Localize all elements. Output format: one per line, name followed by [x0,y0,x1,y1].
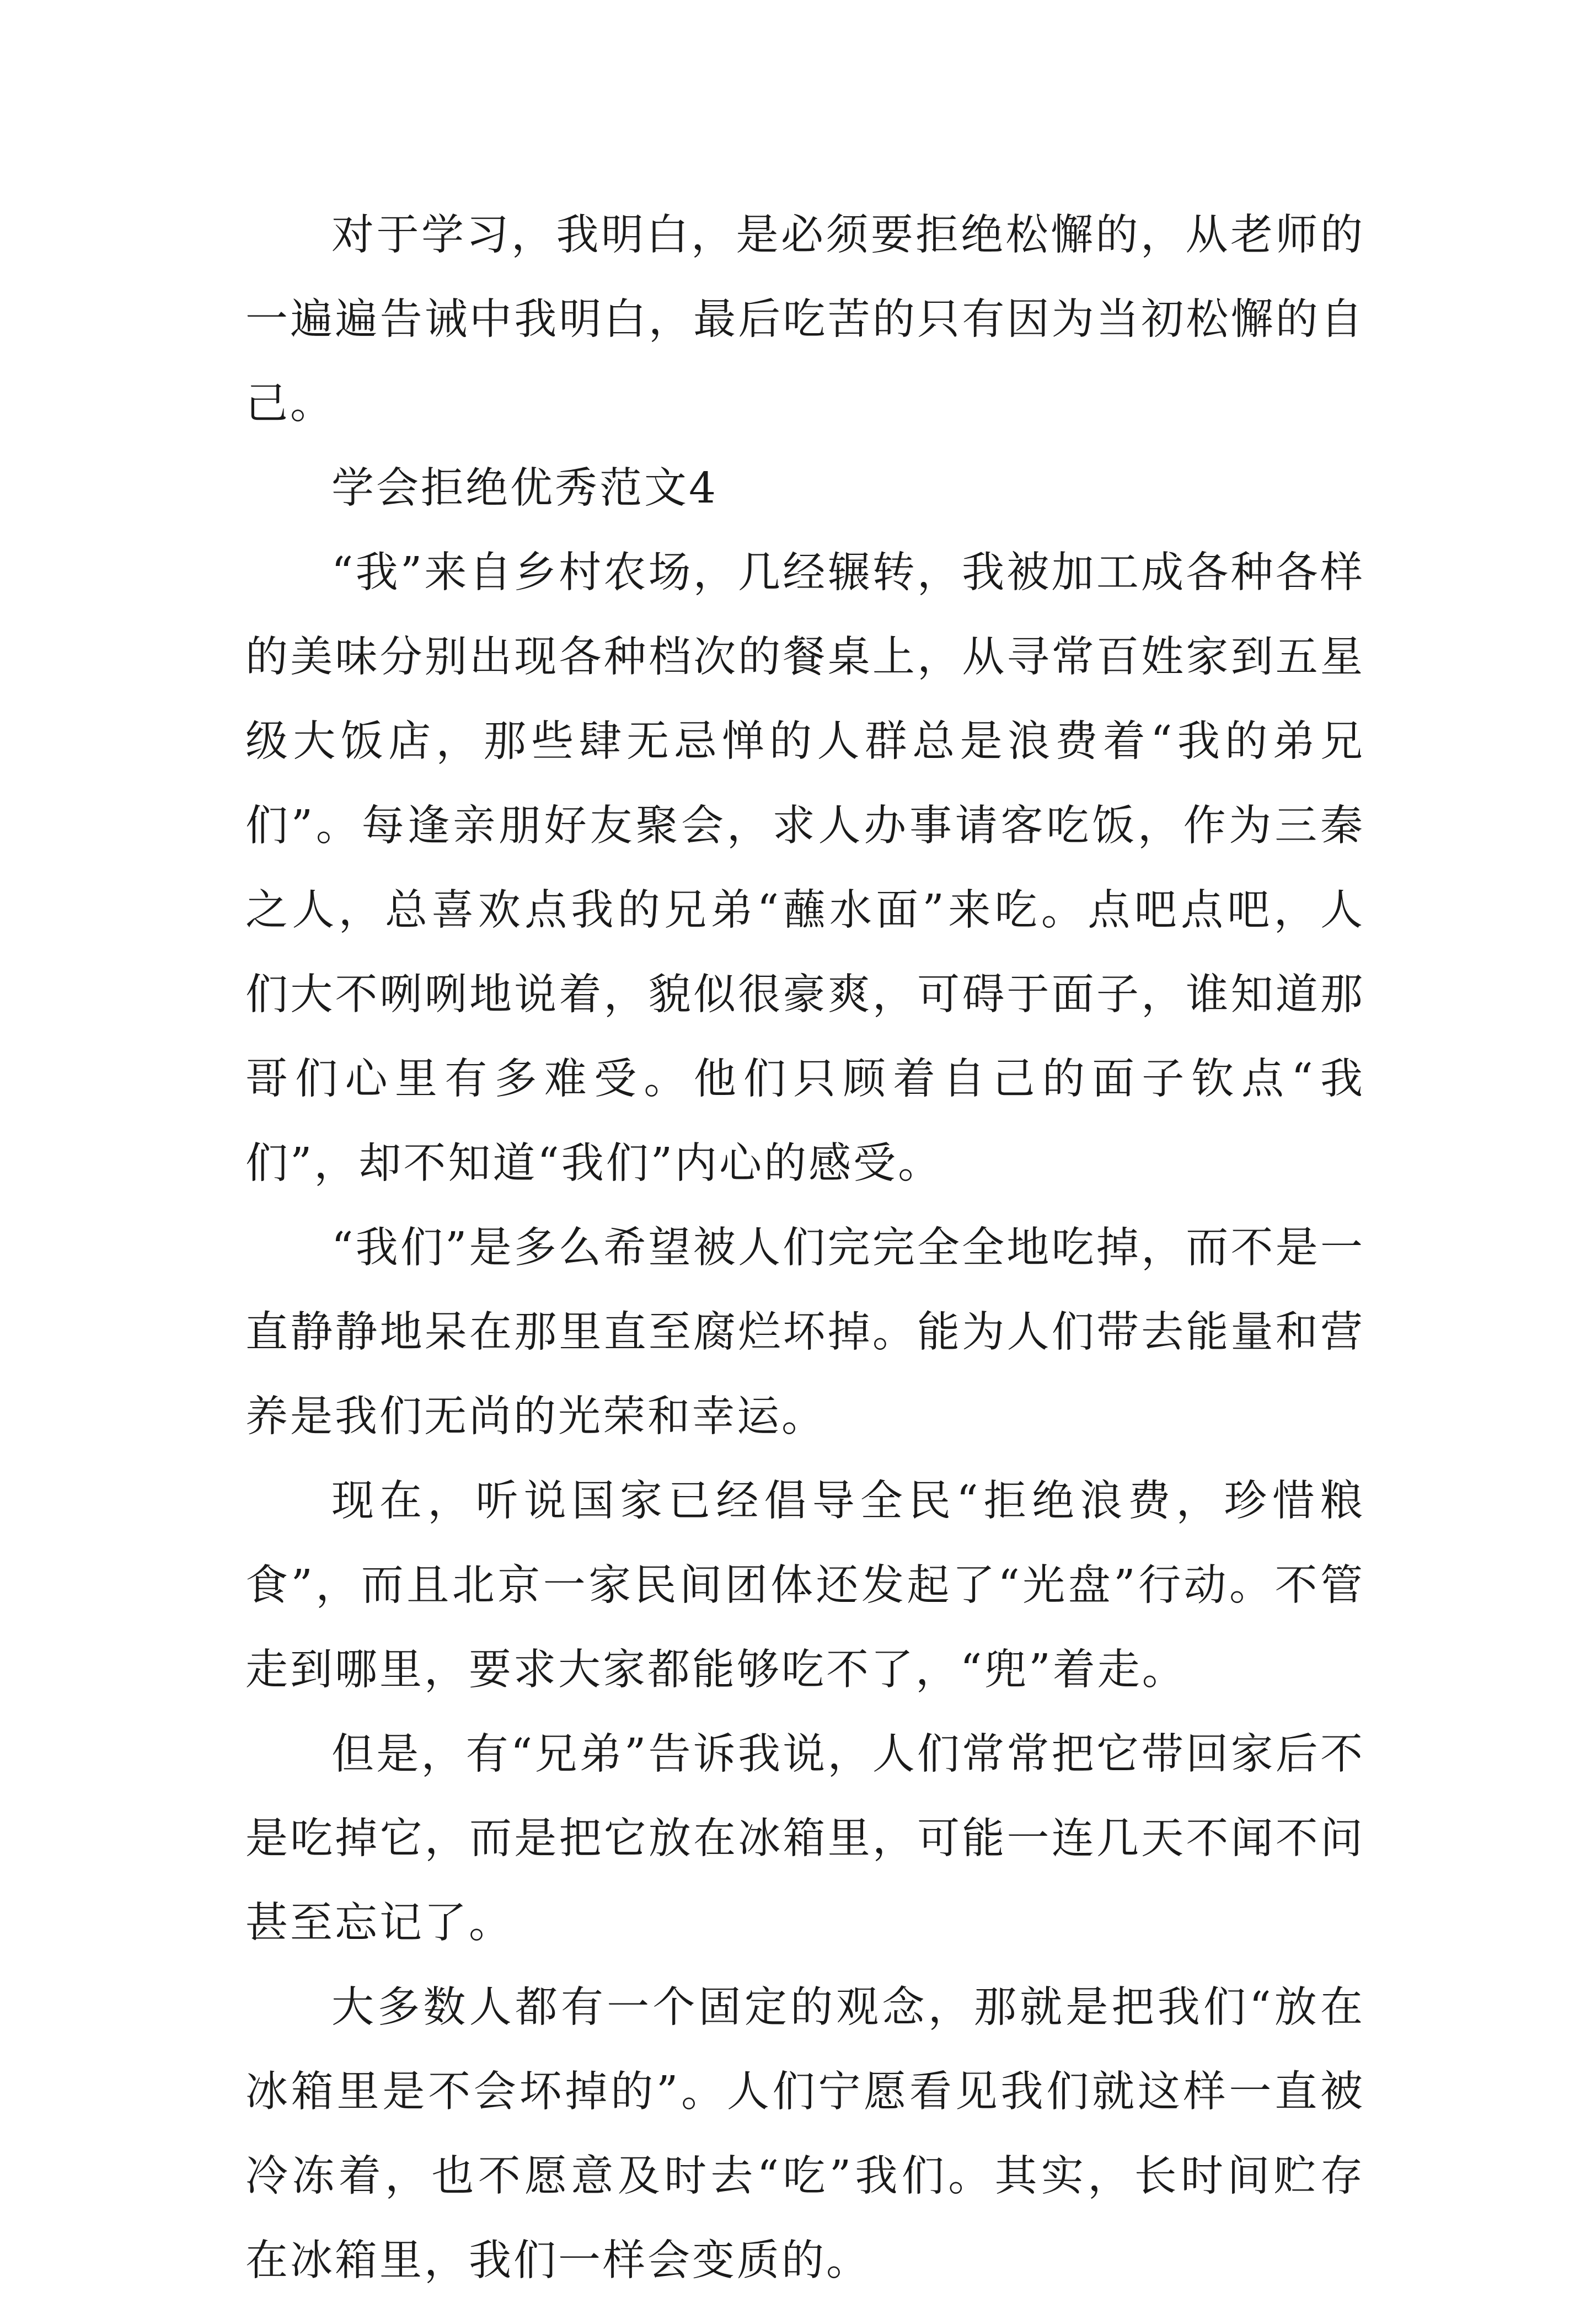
paragraph-3: “我们”是多么希望被人们完完全全地吃掉，而不是一直静静地呆在那里直至腐烂坏掉。能为人们带去能量和营养是我们无尚的光荣和幸运。 [245,1223,1365,1441]
paragraph-6: 大多数人都有一个固定的观念，那就是把我们“放在冰箱里是不会坏掉的”。人们宁愿看见我们就这样一直被冷冻着，也不愿意及时去“吃”我们。其实，长时间贮存在冰箱里，我们一样会变质的。 [245,1983,1365,2285]
paragraph-1: 对于学习，我明白，是必须要拒绝松懈的，从老师的一遍遍告诫中我明白，最后吃苦的只有因为当初松懈的自己。 [245,211,1365,429]
paragraph-5: 但是，有“兄弟”告诉我说，人们常常把它带回家后不是吃掉它，而是把它放在冰箱里，可能一连几天不闻不问甚至忘记了。 [245,1730,1365,1948]
paragraph-2: “我”来自乡村农场，几经辗转，我被加工成各种各样的美味分别出现各种档次的餐桌上，从寻常百姓家到五星级大饭店，那些肆无忌惮的人群总是浪费着“我的弟兄们”。每逢亲朋好友聚会，求人办事请客吃饭，作为三秦之人，总喜欢点我的兄弟“蘸水面”来吃。点吧点吧，人们大不咧咧地说着，貌似很豪爽，可碍于面子，谁知道那哥们心里有多难受。他们只顾着自己的面子钦点“我们”，却不知道“我们”内心的感受。 [245,548,1365,1188]
section-heading: 学会拒绝优秀范文4 [331,464,718,513]
paragraph-4: 现在，听说国家已经倡导全民“拒绝浪费，珍惜粮食”，而且北京一家民间团体还发起了“光盘”行动。不管走到哪里，要求大家都能够吃不了，“兜”着走。 [245,1477,1365,1695]
document-body [245,193,1365,2303]
